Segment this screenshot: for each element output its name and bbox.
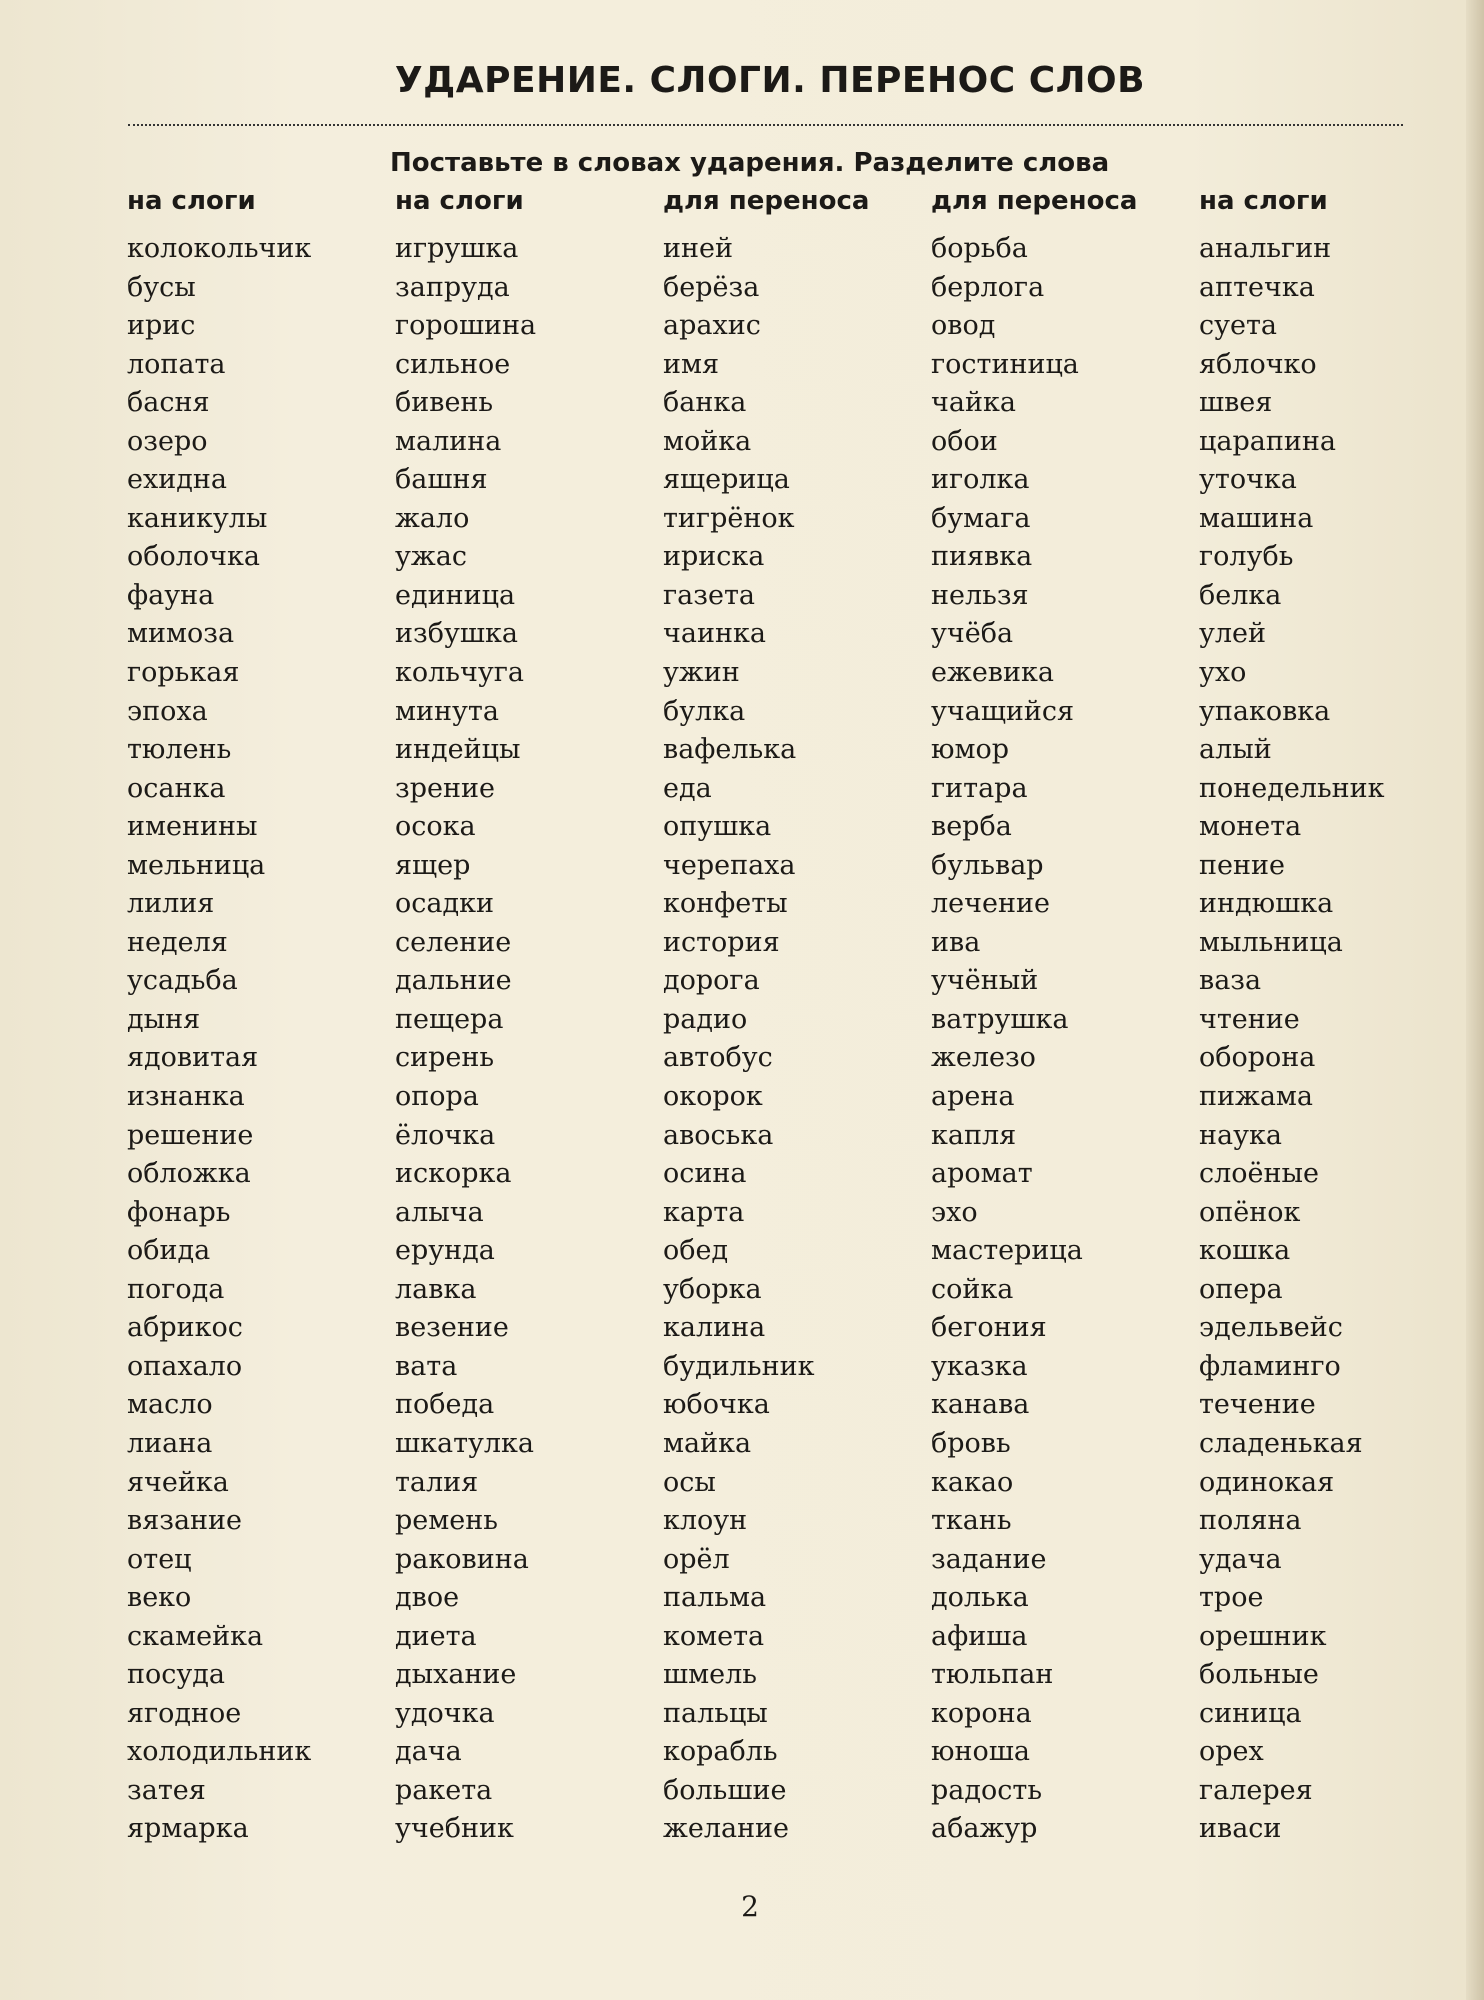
word-item: иней <box>663 233 733 264</box>
word-item: иголка <box>931 464 1030 496</box>
word-item: везение <box>395 1312 509 1344</box>
word-item: больные <box>1199 1659 1319 1691</box>
word-item: жало <box>395 502 470 534</box>
word-column-1 <box>127 186 377 1849</box>
word-item: раковина <box>395 1543 529 1575</box>
word-item: индейцы <box>395 734 521 766</box>
word-item: кошка <box>1199 1235 1291 1267</box>
word-item: дача <box>395 1736 462 1768</box>
word-item: царапина <box>1199 425 1336 457</box>
word-item: фонарь <box>127 1196 231 1228</box>
exercise-instruction: Поставьте в словах ударения. Разделите слова <box>390 148 1110 178</box>
word-item: сирень <box>395 1042 495 1074</box>
word-item: аромат <box>931 1158 1033 1190</box>
word-list <box>395 230 645 1849</box>
word-item: дорога <box>663 965 760 997</box>
word-item: сладенькая <box>1199 1427 1363 1459</box>
word-item: окорок <box>663 1081 763 1113</box>
word-list <box>931 230 1181 1849</box>
word-item: синица <box>1199 1697 1302 1729</box>
word-item: корона <box>931 1697 1032 1729</box>
word-item: монета <box>1199 811 1302 843</box>
word-item: опера <box>1199 1273 1283 1305</box>
word-item: гостиница <box>931 348 1079 380</box>
word-item: бровь <box>931 1427 1011 1459</box>
word-item: мастерица <box>931 1235 1083 1267</box>
word-item: дальние <box>395 965 512 997</box>
word-item: опёнок <box>1199 1196 1301 1228</box>
word-item: бумага <box>931 502 1031 534</box>
word-item: посуда <box>127 1659 225 1691</box>
word-item: ежевика <box>931 657 1054 689</box>
word-item: неделя <box>127 926 228 958</box>
word-item: белка <box>1199 579 1282 611</box>
word-item: индюшка <box>1199 888 1334 920</box>
word-item: сильное <box>395 348 511 380</box>
word-item: горошина <box>395 310 537 342</box>
word-item: орех <box>1199 1736 1264 1768</box>
word-item: радио <box>663 1003 748 1035</box>
column-header: для переноса <box>931 186 1138 216</box>
word-item: ириска <box>663 541 765 573</box>
column-header: для переноса <box>663 186 870 216</box>
word-item: имя <box>663 348 720 380</box>
word-item: ватрушка <box>931 1003 1069 1035</box>
word-item: анальгин <box>1199 233 1332 264</box>
word-item: осока <box>395 811 476 843</box>
word-item: ива <box>931 926 981 958</box>
word-item: лечение <box>931 888 1050 920</box>
word-item: гитара <box>931 772 1028 804</box>
word-item: холодильник <box>127 1736 312 1768</box>
word-item: чтение <box>1199 1003 1300 1035</box>
word-item: упаковка <box>1199 695 1331 727</box>
word-item: радость <box>931 1774 1043 1806</box>
dotted-divider <box>128 124 1403 126</box>
word-item: колокольчик <box>127 233 312 264</box>
word-item: орешник <box>1199 1620 1327 1652</box>
word-item: победа <box>395 1389 495 1421</box>
word-item: ерунда <box>395 1235 495 1267</box>
word-item: осина <box>663 1158 747 1190</box>
word-item: чайка <box>931 387 1016 419</box>
word-column-2 <box>395 186 645 1849</box>
word-item: учёный <box>931 965 1039 997</box>
word-item: ядовитая <box>127 1042 259 1074</box>
word-item: опора <box>395 1081 479 1113</box>
word-item: мельница <box>127 849 266 881</box>
word-item: удочка <box>395 1697 495 1729</box>
word-item: минута <box>395 695 499 727</box>
word-item: тюлень <box>127 734 232 766</box>
word-item: арена <box>931 1081 1015 1113</box>
word-item: машина <box>1199 502 1314 534</box>
word-item: банка <box>663 387 747 419</box>
word-item: учебник <box>395 1813 514 1845</box>
word-item: железо <box>931 1042 1036 1074</box>
word-item: лопата <box>127 348 226 380</box>
word-item: изнанка <box>127 1081 245 1113</box>
word-item: овод <box>931 310 996 342</box>
word-item: единица <box>395 579 516 611</box>
word-item: юбочка <box>663 1389 770 1421</box>
word-item: учёба <box>931 618 1014 650</box>
word-item: лавка <box>395 1273 477 1305</box>
word-item: избушка <box>395 618 518 650</box>
word-item: борьба <box>931 233 1028 264</box>
word-item: ящерица <box>663 464 790 496</box>
column-header: на слоги <box>127 186 256 216</box>
word-item: будильник <box>663 1350 815 1382</box>
word-item: какао <box>931 1466 1014 1498</box>
word-item: алый <box>1199 734 1272 766</box>
word-item: улей <box>1199 618 1267 650</box>
word-item: двое <box>395 1582 460 1614</box>
word-item: решение <box>127 1119 254 1151</box>
word-item: клоун <box>663 1505 748 1537</box>
word-item: осадки <box>395 888 494 920</box>
word-item: ваза <box>1199 965 1262 997</box>
word-item: долька <box>931 1582 1029 1614</box>
word-item: чаинка <box>663 618 766 650</box>
word-item: талия <box>395 1466 479 1498</box>
word-item: мимоза <box>127 618 235 650</box>
column-header: на слоги <box>395 186 524 216</box>
word-item: аптечка <box>1199 271 1315 303</box>
word-item: авоська <box>663 1119 774 1151</box>
word-item: опушка <box>663 811 772 843</box>
word-item: пение <box>1199 849 1285 881</box>
word-item: вата <box>395 1350 458 1382</box>
word-item: ящер <box>395 849 471 881</box>
word-item: диета <box>395 1620 477 1652</box>
word-item: желание <box>663 1813 790 1845</box>
word-item: канава <box>931 1389 1030 1421</box>
word-item: абажур <box>931 1813 1038 1845</box>
word-item: одинокая <box>1199 1466 1335 1498</box>
word-item: игрушка <box>395 233 519 264</box>
word-item: лиана <box>127 1427 213 1459</box>
word-item: пальма <box>663 1582 767 1614</box>
word-list <box>1199 230 1449 1849</box>
word-item: ужин <box>663 657 740 689</box>
word-item: арахис <box>663 310 761 342</box>
word-item: карта <box>663 1196 745 1228</box>
word-item: течение <box>1199 1389 1316 1421</box>
word-item: нельзя <box>931 579 1029 611</box>
word-item: поляна <box>1199 1505 1302 1537</box>
word-item: осанка <box>127 772 226 804</box>
word-item: верба <box>931 811 1012 843</box>
word-item: автобус <box>663 1042 773 1074</box>
word-item: булка <box>663 695 746 727</box>
word-item: ёлочка <box>395 1119 496 1151</box>
word-item: затея <box>127 1774 206 1806</box>
word-item: тюльпан <box>931 1659 1054 1691</box>
word-item: ужас <box>395 541 467 573</box>
word-item: скамейка <box>127 1620 264 1652</box>
word-item: большие <box>663 1774 787 1806</box>
word-item: эпоха <box>127 695 208 727</box>
word-item: пальцы <box>663 1697 768 1729</box>
word-item: лилия <box>127 888 215 920</box>
word-item: ткань <box>931 1505 1012 1537</box>
word-item: обед <box>663 1235 729 1267</box>
word-item: запруда <box>395 271 510 303</box>
word-item: капля <box>931 1119 1017 1151</box>
word-item: юноша <box>931 1736 1030 1768</box>
word-item: уборка <box>663 1273 762 1305</box>
word-item: зрение <box>395 772 495 804</box>
word-item: ирис <box>127 310 196 342</box>
word-item: берёза <box>663 271 760 303</box>
word-item: афиша <box>931 1620 1028 1652</box>
word-item: горькая <box>127 657 240 689</box>
word-item: комета <box>663 1620 765 1652</box>
word-item: уточка <box>1199 464 1297 496</box>
word-item: эхо <box>931 1196 978 1228</box>
word-item: слоёные <box>1199 1158 1319 1190</box>
word-item: сойка <box>931 1273 1014 1305</box>
page-number: 2 <box>741 1890 759 1923</box>
word-item: алыча <box>395 1196 484 1228</box>
word-item: селение <box>395 926 512 958</box>
word-item: еда <box>663 772 712 804</box>
word-item: газета <box>663 579 755 611</box>
word-item: веко <box>127 1582 192 1614</box>
word-item: указка <box>931 1350 1028 1382</box>
word-item: трое <box>1199 1582 1264 1614</box>
word-item: берлога <box>931 271 1045 303</box>
page-edge-shadow <box>1466 0 1484 2000</box>
word-item: обои <box>931 425 998 457</box>
word-item: пиявка <box>931 541 1033 573</box>
word-item: задание <box>931 1543 1047 1575</box>
word-item: черепаха <box>663 849 796 881</box>
word-item: удача <box>1199 1543 1282 1575</box>
word-item: бульвар <box>931 849 1044 881</box>
word-item: опахало <box>127 1350 243 1382</box>
word-item: ехидна <box>127 464 227 496</box>
word-item: кольчуга <box>395 657 524 689</box>
word-column-3 <box>663 186 913 1849</box>
word-item: яблочко <box>1199 348 1317 380</box>
word-item: погода <box>127 1273 225 1305</box>
word-item: усадьба <box>127 965 238 997</box>
word-item: эдельвейс <box>1199 1312 1343 1344</box>
word-item: бивень <box>395 387 494 419</box>
word-item: малина <box>395 425 502 457</box>
word-item: история <box>663 926 780 958</box>
column-header: на слоги <box>1199 186 1328 216</box>
word-item: вязание <box>127 1505 243 1537</box>
word-item: наука <box>1199 1119 1282 1151</box>
word-item: фауна <box>127 579 215 611</box>
word-item: ракета <box>395 1774 493 1806</box>
word-item: каникулы <box>127 502 268 534</box>
word-item: басня <box>127 387 210 419</box>
word-item: корабль <box>663 1736 778 1768</box>
word-item: дыня <box>127 1003 201 1035</box>
word-item: швея <box>1199 387 1273 419</box>
word-item: отец <box>127 1543 192 1575</box>
word-item: вафелька <box>663 734 797 766</box>
word-item: оболочка <box>127 541 260 573</box>
word-item: искорка <box>395 1158 512 1190</box>
word-item: мойка <box>663 425 752 457</box>
word-list <box>663 230 913 1849</box>
word-item: дыхание <box>395 1659 517 1691</box>
word-item: шмель <box>663 1659 757 1691</box>
word-item: учащийся <box>931 695 1075 727</box>
word-item: башня <box>395 464 488 496</box>
word-item: конфеты <box>663 888 788 920</box>
page-title: УДАРЕНИЕ. СЛОГИ. ПЕРЕНОС СЛОВ <box>394 60 1146 101</box>
word-item: ячейка <box>127 1466 229 1498</box>
word-item: калина <box>663 1312 766 1344</box>
word-item: бусы <box>127 271 196 303</box>
word-item: ягодное <box>127 1697 242 1729</box>
word-item: голубь <box>1199 541 1294 573</box>
word-list <box>127 230 377 1849</box>
word-item: фламинго <box>1199 1350 1341 1382</box>
word-item: шкатулка <box>395 1427 535 1459</box>
word-item: оборона <box>1199 1042 1316 1074</box>
word-column-5 <box>1199 186 1449 1849</box>
word-item: ремень <box>395 1505 498 1537</box>
word-item: осы <box>663 1466 716 1498</box>
word-column-4 <box>931 186 1181 1849</box>
word-item: суета <box>1199 310 1278 342</box>
word-item: галерея <box>1199 1774 1313 1806</box>
word-item: бегония <box>931 1312 1047 1344</box>
word-item: майка <box>663 1427 752 1459</box>
word-item: мыльница <box>1199 926 1343 958</box>
word-item: тигрёнок <box>663 502 795 534</box>
word-item: пещера <box>395 1003 504 1035</box>
word-item: обложка <box>127 1158 251 1190</box>
word-item: юмор <box>931 734 1010 766</box>
word-item: пижама <box>1199 1081 1314 1113</box>
word-item: понедельник <box>1199 772 1385 804</box>
word-item: ухо <box>1199 657 1247 689</box>
word-item: ярмарка <box>127 1813 249 1845</box>
word-item: обида <box>127 1235 211 1267</box>
word-item: озеро <box>127 425 208 457</box>
word-item: масло <box>127 1389 213 1421</box>
word-item: иваси <box>1199 1813 1282 1845</box>
word-item: орёл <box>663 1543 730 1575</box>
word-item: именины <box>127 811 258 843</box>
word-item: абрикос <box>127 1312 243 1344</box>
